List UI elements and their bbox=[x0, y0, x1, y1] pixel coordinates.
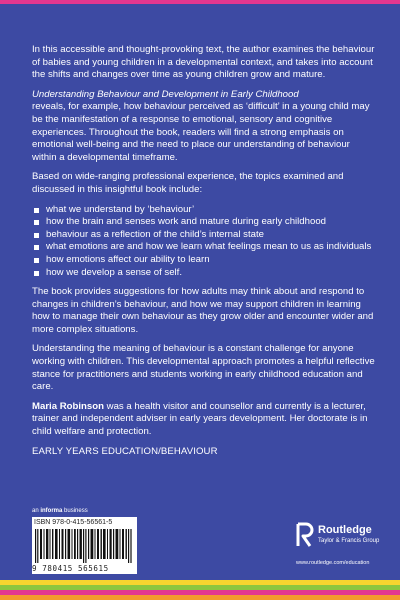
list-item: what emotions are and how we learn what feelings mean to us as individuals bbox=[32, 241, 376, 254]
list-item: how we develop a sense of self. bbox=[32, 267, 376, 280]
publisher-subtitle: Taylor & Francis Group bbox=[318, 538, 380, 544]
topics-intro: Based on wide-ranging professional experience, the topics examined and discussed in this insightful book include: bbox=[32, 171, 344, 195]
isbn-label: ISBN 978-0-415-56561-5 bbox=[34, 519, 113, 526]
author-bio-text: was a health visitor and counsellor and currently is a lecturer, trainer and independent adviser in early years development. Her doctorate is in child welfare and protection. bbox=[32, 400, 368, 438]
barcode-digits: 9 780415 565615 bbox=[32, 564, 109, 573]
list-item: what we understand by ‘behaviour’ bbox=[32, 204, 376, 217]
publisher-logo bbox=[296, 520, 396, 560]
book-title-inline: Understanding Behaviour and Development in Early Childhood bbox=[32, 88, 299, 100]
intro-paragraph: In this accessible and thought-provoking text, the author examines the behaviour of babies and young children in a developmental context, and takes into account the shifts and changes over time as young children grow and mature. bbox=[32, 44, 375, 81]
blurb-text-block bbox=[32, 44, 376, 465]
topics-list bbox=[32, 204, 376, 280]
suggestions-paragraph: The book provides suggestions for how adults may think about and respond to changes in children’s behaviour, and how we may support children in learning how to manage their own behaviour as they grow older and encounter wider and more complex situations. bbox=[32, 286, 374, 335]
list-item: behaviour as a reflection of the child’s internal state bbox=[32, 229, 376, 242]
barcode-icon bbox=[34, 529, 135, 563]
author-bio bbox=[32, 401, 376, 439]
back-cover bbox=[0, 4, 400, 580]
list-item: how the brain and senses work and mature during early childhood bbox=[32, 216, 376, 229]
author-name: Maria Robinson bbox=[32, 400, 104, 412]
informa-brand: informa bbox=[40, 508, 63, 514]
list-item: how emotions affect our ability to learn bbox=[32, 254, 376, 267]
publisher-url: www.routledge.com/education bbox=[296, 560, 370, 566]
routledge-logo-icon bbox=[296, 522, 314, 548]
description-paragraph bbox=[32, 89, 376, 165]
informa-business-label: an informa business bbox=[32, 508, 88, 514]
barcode-panel bbox=[32, 517, 137, 574]
publisher-name: Routledge bbox=[318, 524, 372, 536]
description-rest: reveals, for example, how behaviour perceived as ‘difficult’ in a young child may be the manifestation of a response to emotional, sensory and cognitive experiences. Throughout the book, readers will find a strong emphasis on emotional well-being and the need to place our understanding of behaviour within a developmental timeframe. bbox=[32, 101, 370, 163]
subject-category: EARLY YEARS EDUCATION/BEHAVIOUR bbox=[32, 445, 218, 457]
challenge-paragraph: Understanding the meaning of behaviour is a constant challenge for anyone working with children. This developmental approach promotes a helpful reflective stance for practitioners and students working in early childhood education and care. bbox=[32, 343, 375, 393]
bottom-stripe-orange bbox=[0, 595, 400, 600]
